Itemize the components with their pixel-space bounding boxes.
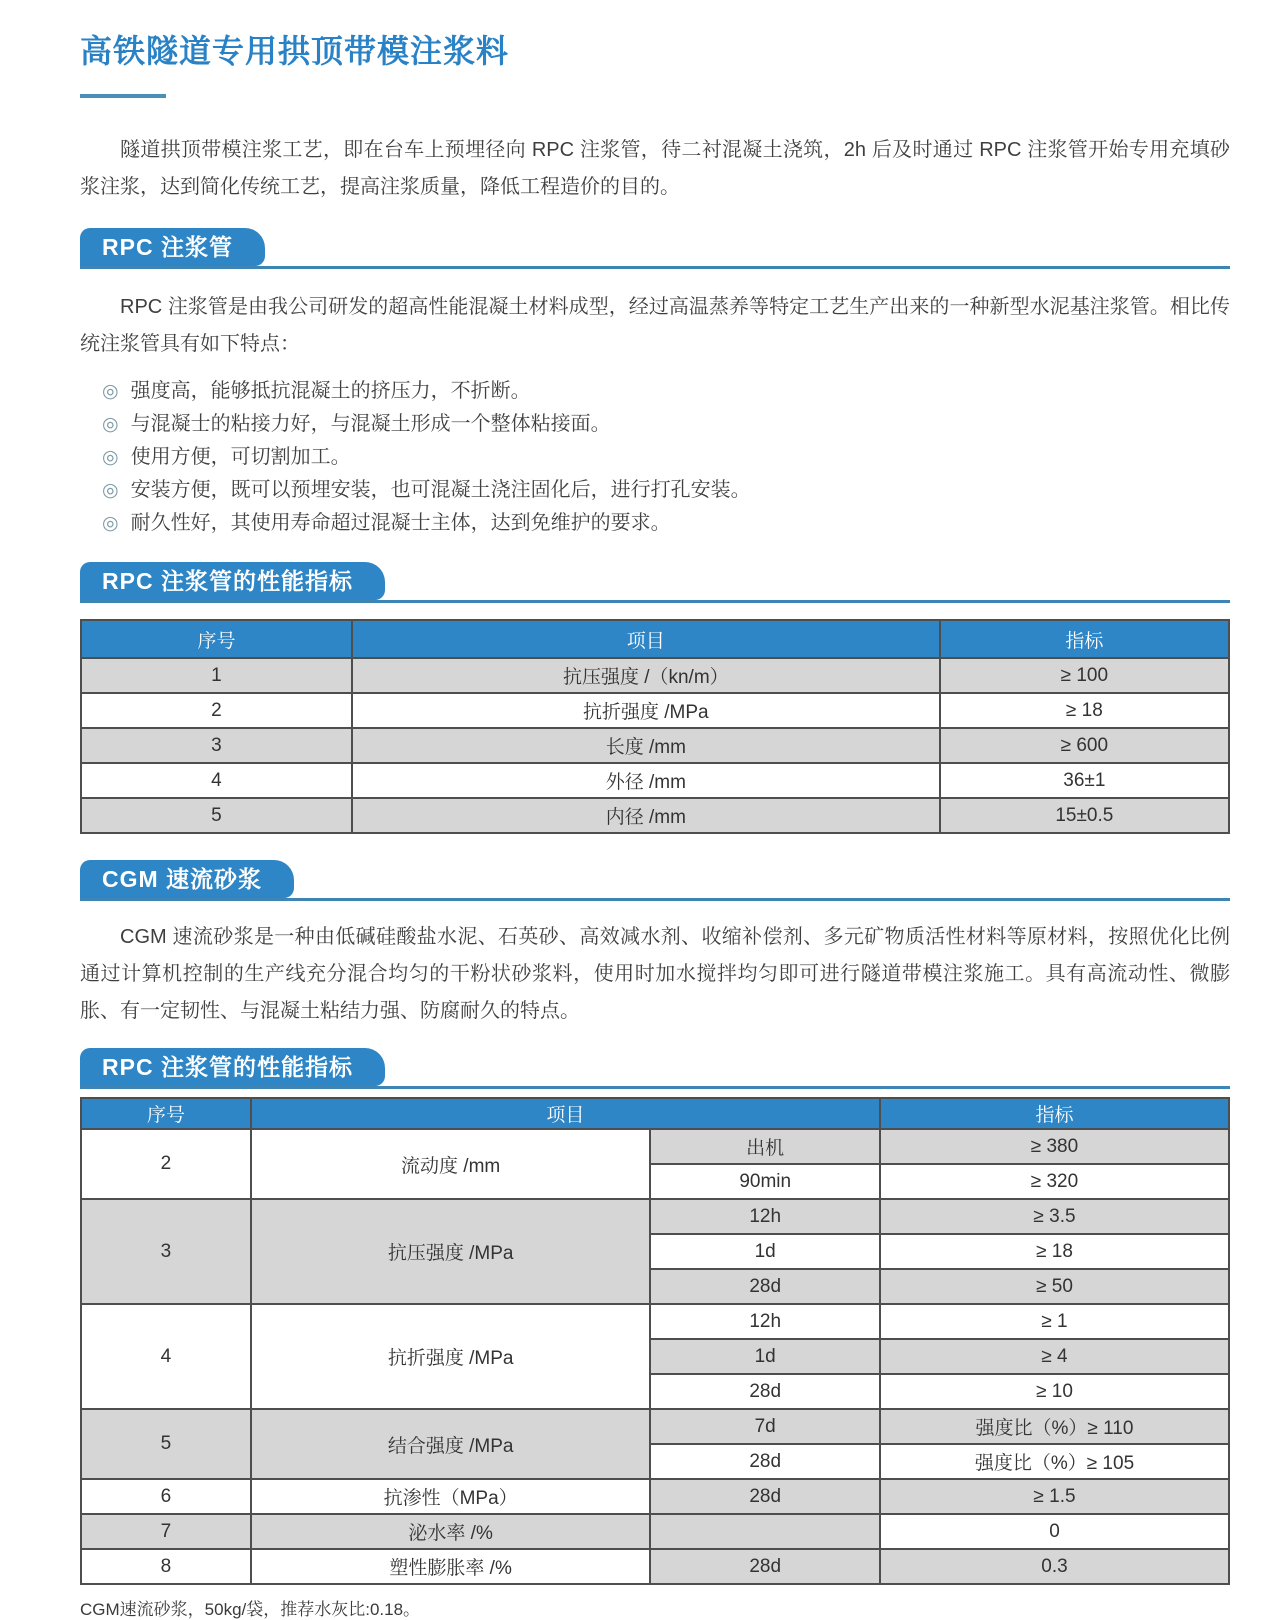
table-cell: ≥ 600 bbox=[940, 728, 1229, 763]
section-badge-rpc: RPC 注浆管 bbox=[80, 228, 265, 266]
section-badge-cgm: CGM 速流砂浆 bbox=[80, 860, 294, 898]
table-cell: 90min bbox=[650, 1164, 880, 1199]
table-row bbox=[81, 658, 1229, 693]
cgm-table-body bbox=[81, 1129, 1229, 1584]
table-cell: 抗折强度 /MPa bbox=[352, 693, 940, 728]
bullet-icon: ◎ bbox=[102, 381, 119, 402]
table-cell: 7 bbox=[81, 1514, 251, 1549]
table-cell: 强度比（%）≥ 105 bbox=[880, 1444, 1229, 1479]
section-badge-rpc-table: RPC 注浆管的性能指标 bbox=[80, 562, 385, 600]
column-header-index: 序号 bbox=[81, 620, 352, 658]
table-row bbox=[81, 1479, 1229, 1514]
table-cell: ≥ 3.5 bbox=[880, 1199, 1229, 1234]
table-cell: 15±0.5 bbox=[940, 798, 1229, 833]
table-cell: ≥ 50 bbox=[880, 1269, 1229, 1304]
table-cell: 6 bbox=[81, 1479, 251, 1514]
list-item bbox=[102, 474, 1230, 507]
title-underline bbox=[80, 94, 166, 98]
table-cell: 外径 /mm bbox=[352, 763, 940, 798]
table-row bbox=[81, 1514, 1229, 1549]
table-cell: 2 bbox=[81, 1129, 251, 1199]
table-cell: ≥ 320 bbox=[880, 1164, 1229, 1199]
table-cell: 3 bbox=[81, 1199, 251, 1304]
page-title: 高铁隧道专用拱顶带模注浆料 bbox=[80, 33, 510, 69]
list-item bbox=[102, 408, 1230, 441]
column-header-item: 项目 bbox=[251, 1098, 880, 1129]
cgm-performance-table bbox=[80, 1097, 1230, 1585]
column-header-value: 指标 bbox=[940, 620, 1229, 658]
list-item-text: 安装方便，既可以预埋安装，也可混凝土浇注固化后，进行打孔安装。 bbox=[130, 479, 751, 501]
table-cell: 0 bbox=[880, 1514, 1229, 1549]
table-cell: 2 bbox=[81, 693, 352, 728]
table-cell: 7d bbox=[650, 1409, 880, 1444]
table-header-row bbox=[81, 620, 1229, 658]
table-cell: ≥ 4 bbox=[880, 1339, 1229, 1374]
table-row bbox=[81, 1549, 1229, 1584]
table-cell: 3 bbox=[81, 728, 352, 763]
table-cell: 0.3 bbox=[880, 1549, 1229, 1584]
rpc-feature-list bbox=[102, 375, 1230, 540]
table-cell: 5 bbox=[81, 798, 352, 833]
table-cell: ≥ 1.5 bbox=[880, 1479, 1229, 1514]
table-cell: 36±1 bbox=[940, 763, 1229, 798]
table-cell: ≥ 18 bbox=[940, 693, 1229, 728]
table-cell: 塑性膨胀率 /% bbox=[251, 1549, 651, 1584]
bullet-icon: ◎ bbox=[102, 447, 119, 468]
table-cell: 抗压强度 /（kn/m） bbox=[352, 658, 940, 693]
list-item bbox=[102, 375, 1230, 408]
section-banner-cgm-table bbox=[80, 1048, 1230, 1089]
table-cell: 28d bbox=[650, 1444, 880, 1479]
section-banner-rpc-table bbox=[80, 562, 1230, 603]
table-row bbox=[81, 1199, 1229, 1234]
table-row bbox=[81, 798, 1229, 833]
table-cell: 1d bbox=[650, 1234, 880, 1269]
table-row bbox=[81, 1409, 1229, 1444]
table-cell: ≥ 18 bbox=[880, 1234, 1229, 1269]
table-cell: 28d bbox=[650, 1479, 880, 1514]
section-banner-cgm bbox=[80, 860, 1230, 901]
cgm-description: CGM 速流砂浆是一种由低碱硅酸盐水泥、石英砂、高效减水剂、收缩补偿剂、多元矿物质活性材料等原材料，按照优化比例通过计算机控制的生产线充分混合均匀的干粉状砂浆料，使用时加水搅拌均匀即可进行隧道带模注浆施工。具有高流动性、微膨胀、有一定韧性、与混凝土粘结力强、防腐耐久的特点。 bbox=[80, 926, 1230, 1022]
table-cell: 1d bbox=[650, 1339, 880, 1374]
table-cell: 长度 /mm bbox=[352, 728, 940, 763]
list-item-text: 强度高，能够抵抗混凝土的挤压力，不折断。 bbox=[130, 380, 531, 402]
table-cell: 28d bbox=[650, 1549, 880, 1584]
table-cell: 1 bbox=[81, 658, 352, 693]
table-cell: 出机 bbox=[650, 1129, 880, 1164]
table-cell: 28d bbox=[650, 1269, 880, 1304]
table-cell: 抗压强度 /MPa bbox=[251, 1199, 651, 1304]
table-cell: 结合强度 /MPa bbox=[251, 1409, 651, 1479]
table-row bbox=[81, 1304, 1229, 1339]
column-header-item: 项目 bbox=[352, 620, 940, 658]
table-cell: ≥ 1 bbox=[880, 1304, 1229, 1339]
section-badge-cgm-table: RPC 注浆管的性能指标 bbox=[80, 1048, 385, 1086]
list-item bbox=[102, 507, 1230, 540]
column-header-index: 序号 bbox=[81, 1098, 251, 1129]
table-cell: 28d bbox=[650, 1374, 880, 1409]
table-cell: 流动度 /mm bbox=[251, 1129, 651, 1199]
table-cell: 4 bbox=[81, 763, 352, 798]
list-item bbox=[102, 441, 1230, 474]
table-cell: 抗折强度 /MPa bbox=[251, 1304, 651, 1409]
bullet-icon: ◎ bbox=[102, 480, 119, 501]
table-cell: 4 bbox=[81, 1304, 251, 1409]
list-item-text: 耐久性好，其使用寿命超过混凝士主体，达到免维护的要求。 bbox=[130, 512, 671, 534]
table-row bbox=[81, 728, 1229, 763]
table-cell: 内径 /mm bbox=[352, 798, 940, 833]
table-cell: 泌水率 /% bbox=[251, 1514, 651, 1549]
list-item-text: 使用方便，可切割加工。 bbox=[130, 446, 351, 468]
section-banner-rpc bbox=[80, 228, 1230, 269]
rpc-table-body bbox=[81, 658, 1229, 833]
table-cell: 12h bbox=[650, 1199, 880, 1234]
column-header-value: 指标 bbox=[880, 1098, 1229, 1129]
table-row bbox=[81, 763, 1229, 798]
table-row bbox=[81, 693, 1229, 728]
table-cell: ≥ 100 bbox=[940, 658, 1229, 693]
table-cell: 强度比（%）≥ 110 bbox=[880, 1409, 1229, 1444]
table-cell: 抗渗性（MPa） bbox=[251, 1479, 651, 1514]
table-cell: ≥ 380 bbox=[880, 1129, 1229, 1164]
table-cell bbox=[650, 1514, 880, 1549]
rpc-description: RPC 注浆管是由我公司研发的超高性能混凝土材料成型，经过高温蒸养等特定工艺生产出来的一种新型水泥基注浆管。相比传统注浆管具有如下特点： bbox=[80, 296, 1230, 355]
list-item-text: 与混凝士的粘接力好，与混凝土形成一个整体粘接面。 bbox=[130, 413, 611, 435]
table-cell: 5 bbox=[81, 1409, 251, 1479]
bullet-icon: ◎ bbox=[102, 414, 119, 435]
table-cell: ≥ 10 bbox=[880, 1374, 1229, 1409]
footnote: CGM速流砂浆，50kg/袋，推荐水灰比:0.18。 bbox=[80, 1600, 421, 1619]
table-cell: 8 bbox=[81, 1549, 251, 1584]
intro-paragraph: 隧道拱顶带模注浆工艺，即在台车上预埋径向 RPC 注浆管，待二衬混凝土浇筑，2h 后及时通过 RPC 注浆管开始专用充填砂浆注浆，达到简化传统工艺，提高注浆质量，降低工程造价的目的。 bbox=[80, 139, 1230, 198]
bullet-icon: ◎ bbox=[102, 513, 119, 534]
table-header-row bbox=[81, 1098, 1229, 1129]
rpc-performance-table bbox=[80, 619, 1230, 834]
table-cell: 12h bbox=[650, 1304, 880, 1339]
table-row bbox=[81, 1129, 1229, 1164]
